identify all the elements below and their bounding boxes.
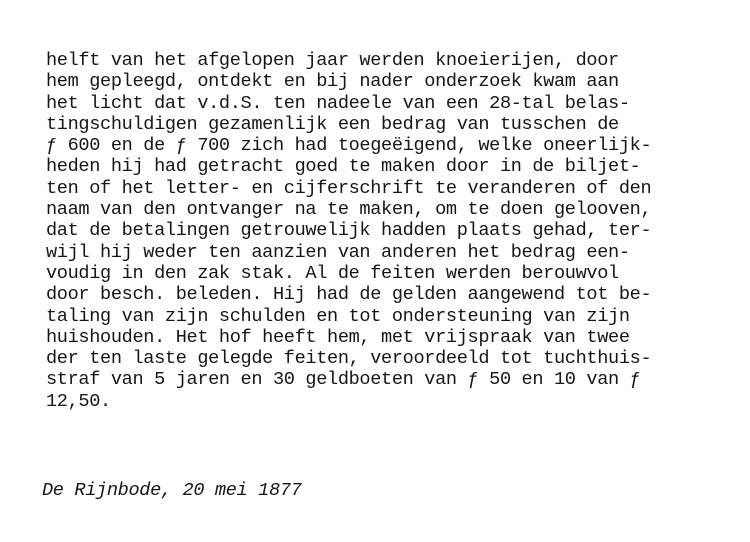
article-line: wijl hij weder ten aanzien van anderen het bedrag een-: [46, 241, 630, 263]
article-line: ten of het letter- en cijferschrift te veranderen of den: [46, 177, 652, 199]
article-line: door besch. beleden. Hij had de gelden aangewend tot be-: [46, 284, 652, 306]
article-line: 12,50.: [46, 390, 111, 412]
article-line: tingschuldigen gezamenlijk een bedrag van tusschen de: [46, 113, 619, 135]
source-citation: De Rijnbode, 20 mei 1877: [42, 480, 302, 501]
article-line: der ten laste gelegde feiten, veroordeeld tot tuchthuis-: [46, 348, 652, 370]
article-line: straf van 5 jaren en 30 geldboeten van ƒ 50 en 10 van ƒ: [46, 369, 641, 391]
article-line: het licht dat v.d.S. ten nadeele van een 28-tal belas-: [46, 92, 630, 114]
article-line: voudig in den zak stak. Al de feiten werden berouwvol: [46, 262, 619, 284]
article-line: huishouden. Het hof heeft hem, met vrijspraak van twee: [46, 326, 630, 348]
article-body: [46, 50, 651, 412]
article-line: dat de betalingen getrouwelijk hadden plaats gehad, ter-: [46, 220, 652, 242]
article-line: heden hij had getracht goed te maken door in de biljet-: [46, 156, 641, 178]
article-line: hem gepleegd, ontdekt en bij nader onderzoek kwam aan: [46, 71, 619, 93]
article-line: taling van zijn schulden en tot ondersteuning van zijn: [46, 305, 630, 327]
article-line: helft van het afgelopen jaar werden knoeierijen, door: [46, 50, 619, 71]
article-line: ƒ 600 en de ƒ 700 zich had toegeëigend, welke oneerlijk-: [46, 135, 652, 157]
article-line: naam van den ontvanger na te maken, om te doen gelooven,: [46, 199, 652, 221]
